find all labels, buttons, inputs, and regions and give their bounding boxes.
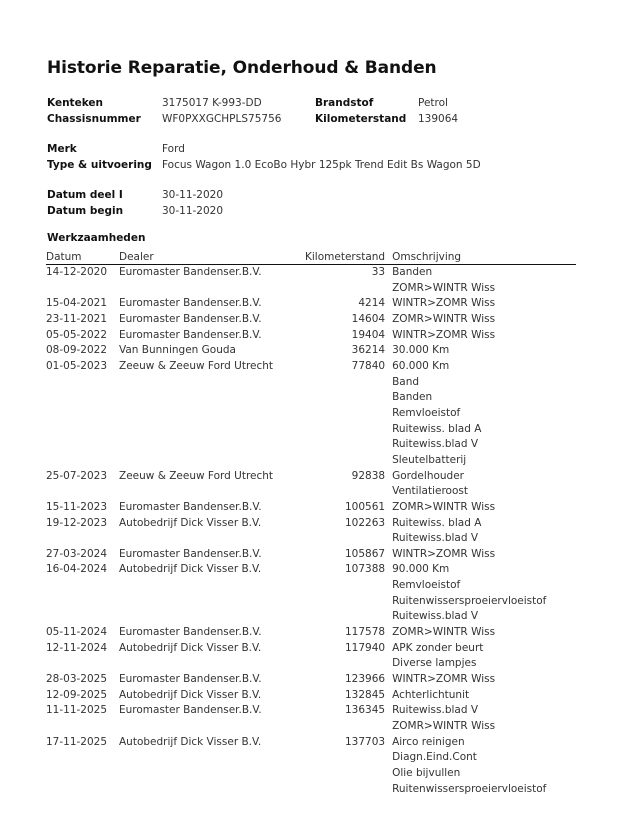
row-dealer: Autobedrijf Dick Visser B.V. [119, 563, 262, 576]
table-row [46, 703, 576, 719]
row-dealer-empty [119, 578, 305, 594]
row-dealer-empty [119, 594, 305, 610]
row-dealer-empty [119, 453, 305, 469]
row-date-empty [46, 453, 119, 469]
row-km-empty [305, 719, 392, 735]
row-km-empty [305, 594, 392, 610]
row-description: Ruitewiss.blad V [392, 610, 479, 623]
row-kilometerstand: 117940 [344, 641, 386, 654]
row-dealer: Euromaster Bandenser.B.V. [119, 297, 262, 310]
row-dealer-empty [119, 766, 305, 782]
table-row [46, 265, 576, 281]
row-dealer: Euromaster Bandenser.B.V. [119, 626, 262, 639]
row-description: Ruitewiss. blad A [392, 422, 482, 435]
row-dealer-empty [119, 719, 305, 735]
row-kilometerstand: 77840 [351, 359, 386, 372]
row-description: Band [392, 375, 420, 388]
row-description: Ruitewiss.blad V [392, 532, 479, 545]
row-km-empty [305, 484, 392, 500]
row-description: 30.000 Km [392, 344, 450, 357]
row-dealer: Euromaster Bandenser.B.V. [119, 312, 262, 325]
column-header-date: Datum [46, 248, 119, 265]
row-description: WINTR>ZOMR Wiss [392, 297, 496, 310]
row-description: ZOMR>WINTR Wiss [392, 281, 496, 294]
row-dealer: Euromaster Bandenser.B.V. [119, 673, 262, 686]
table-row-continuation [46, 281, 576, 297]
row-description: ZOMR>WINTR Wiss [392, 312, 496, 325]
row-dealer-empty [119, 656, 305, 672]
row-kilometerstand: 92838 [351, 469, 386, 482]
row-kilometerstand: 4214 [358, 297, 386, 310]
row-date-empty [46, 578, 119, 594]
row-description: Diagn.Eind.Cont [392, 751, 477, 764]
chassis-value: WF0PXXGCHPLS75756 [162, 113, 282, 125]
table-row-continuation [46, 719, 576, 735]
table-row [46, 547, 576, 563]
row-date-empty [46, 594, 119, 610]
row-km-empty [305, 437, 392, 453]
row-date: 12-09-2025 [46, 688, 108, 701]
row-kilometerstand: 33 [371, 266, 386, 278]
table-row-continuation [46, 531, 576, 547]
table-row [46, 312, 576, 328]
page-title: Historie Reparatie, Onderhoud & Banden [47, 58, 437, 78]
row-kilometerstand: 117578 [344, 626, 386, 639]
row-date: 27-03-2024 [46, 547, 108, 560]
table-row [46, 625, 576, 641]
table-row [46, 359, 576, 375]
table-row-continuation [46, 578, 576, 594]
row-description: Sleutelbatterij [392, 453, 467, 466]
row-description: Gordelhouder [392, 469, 464, 482]
row-date-empty [46, 390, 119, 406]
row-dealer: Autobedrijf Dick Visser B.V. [119, 735, 262, 748]
row-dealer: Euromaster Bandenser.B.V. [119, 500, 262, 513]
row-date: 16-04-2024 [46, 563, 108, 576]
row-dealer-empty [119, 782, 305, 798]
chassis-label: Chassisnummer [47, 113, 141, 125]
row-description: 60.000 Km [392, 359, 450, 372]
table-row-continuation [46, 406, 576, 422]
row-dealer: Euromaster Bandenser.B.V. [119, 328, 262, 341]
row-description: Ruitenwissersproeiervloeistof [392, 594, 547, 607]
table-row-continuation [46, 437, 576, 453]
table-row-continuation [46, 594, 576, 610]
row-kilometerstand: 107388 [344, 563, 386, 576]
column-header-km: Kilometerstand [305, 248, 392, 265]
table-row-continuation [46, 782, 576, 798]
row-dealer: Autobedrijf Dick Visser B.V. [119, 641, 262, 654]
row-description: Ruitenwissersproeiervloeistof [392, 782, 547, 795]
row-description: Banden [392, 391, 433, 404]
kilometerstand-value: 139064 [418, 113, 459, 125]
row-dealer: Euromaster Bandenser.B.V. [119, 704, 262, 717]
row-date: 25-07-2023 [46, 469, 108, 482]
row-km-empty [305, 656, 392, 672]
row-km-empty [305, 578, 392, 594]
table-row [46, 641, 576, 657]
row-date: 14-12-2020 [46, 266, 108, 278]
row-kilometerstand: 100561 [344, 500, 386, 513]
table-row [46, 516, 576, 532]
table-row [46, 343, 576, 359]
row-dealer-empty [119, 609, 305, 625]
row-date-empty [46, 406, 119, 422]
row-dealer: Autobedrijf Dick Visser B.V. [119, 516, 262, 529]
table-row-continuation [46, 766, 576, 782]
row-date: 19-12-2023 [46, 516, 108, 529]
column-header-description: Omschrijving [392, 248, 576, 265]
row-date-empty [46, 719, 119, 735]
row-date-empty [46, 782, 119, 798]
row-dealer-empty [119, 390, 305, 406]
row-date: 05-05-2022 [46, 328, 108, 341]
row-date: 12-11-2024 [46, 641, 108, 654]
table-row [46, 688, 576, 704]
row-dealer-empty [119, 437, 305, 453]
row-km-empty [305, 375, 392, 391]
row-date-empty [46, 437, 119, 453]
table-row [46, 469, 576, 485]
row-description: WINTR>ZOMR Wiss [392, 328, 496, 341]
row-description: Banden [392, 266, 433, 278]
table-row-continuation [46, 453, 576, 469]
row-description: WINTR>ZOMR Wiss [392, 547, 496, 560]
row-km-empty [305, 406, 392, 422]
row-dealer-empty [119, 750, 305, 766]
row-date-empty [46, 750, 119, 766]
row-description: APK zonder beurt [392, 641, 484, 654]
section-title: Werkzaamheden [47, 232, 146, 244]
table-row-continuation [46, 390, 576, 406]
row-kilometerstand: 123966 [344, 673, 386, 686]
row-km-empty [305, 422, 392, 438]
row-kilometerstand: 19404 [351, 328, 386, 341]
row-description: ZOMR>WINTR Wiss [392, 500, 496, 513]
brandstof-label: Brandstof [315, 97, 374, 109]
row-date: 11-11-2025 [46, 704, 108, 717]
table-row-continuation [46, 422, 576, 438]
row-description: Airco reinigen [392, 735, 465, 748]
row-description: Achterlichtunit [392, 688, 470, 701]
row-date: 28-03-2025 [46, 673, 108, 686]
row-description: Olie bijvullen [392, 767, 461, 779]
row-dealer-empty [119, 422, 305, 438]
row-dealer: Euromaster Bandenser.B.V. [119, 547, 262, 560]
row-kilometerstand: 105867 [344, 547, 386, 560]
row-description: Ruitewiss. blad A [392, 516, 482, 529]
table-row-continuation [46, 484, 576, 500]
datum-deel-value: 30-11-2020 [162, 189, 224, 201]
table-row [46, 296, 576, 312]
row-dealer: Autobedrijf Dick Visser B.V. [119, 688, 262, 701]
table-row [46, 672, 576, 688]
row-kilometerstand: 102263 [344, 516, 386, 529]
type-label: Type & uitvoering [47, 159, 152, 171]
kenteken-value: 3175017 K-993-DD [162, 97, 262, 109]
row-kilometerstand: 36214 [351, 344, 386, 357]
row-kilometerstand: 136345 [344, 704, 386, 717]
row-description: ZOMR>WINTR Wiss [392, 626, 496, 639]
table-row [46, 562, 576, 578]
row-dealer: Zeeuw & Zeeuw Ford Utrecht [119, 359, 274, 372]
work-table [46, 248, 576, 797]
row-km-empty [305, 531, 392, 547]
table-row-continuation [46, 375, 576, 391]
row-kilometerstand: 132845 [344, 688, 386, 701]
row-km-empty [305, 281, 392, 297]
row-date: 08-09-2022 [46, 344, 108, 357]
row-dealer-empty [119, 531, 305, 547]
row-dealer-empty [119, 406, 305, 422]
row-date-empty [46, 531, 119, 547]
table-row-continuation [46, 750, 576, 766]
table-row [46, 328, 576, 344]
row-km-empty [305, 609, 392, 625]
row-description: Remvloeistof [392, 406, 461, 419]
table-row [46, 735, 576, 751]
row-date-empty [46, 281, 119, 297]
brandstof-value: Petrol [418, 97, 448, 109]
row-date-empty [46, 766, 119, 782]
kenteken-label: Kenteken [47, 97, 103, 109]
row-dealer: Zeeuw & Zeeuw Ford Utrecht [119, 469, 274, 482]
row-date: 15-04-2021 [46, 297, 108, 310]
table-header-row [46, 248, 576, 265]
row-date-empty [46, 375, 119, 391]
row-date-empty [46, 609, 119, 625]
kilometerstand-label: Kilometerstand [315, 113, 407, 125]
datum-begin-label: Datum begin [47, 205, 124, 217]
row-description: Ventilatieroost [392, 485, 468, 498]
row-description: Remvloeistof [392, 579, 461, 592]
row-date: 15-11-2023 [46, 500, 108, 513]
row-dealer-empty [119, 484, 305, 500]
row-description: Ruitewiss.blad V [392, 704, 479, 717]
row-dealer: Euromaster Bandenser.B.V. [119, 266, 262, 278]
row-km-empty [305, 782, 392, 798]
row-kilometerstand: 14604 [351, 312, 386, 325]
row-date-empty [46, 656, 119, 672]
merk-value: Ford [162, 143, 185, 155]
row-date: 23-11-2021 [46, 312, 108, 325]
row-date: 17-11-2025 [46, 735, 108, 748]
row-description: Ruitewiss.blad V [392, 438, 479, 451]
type-value: Focus Wagon 1.0 EcoBo Hybr 125pk Trend Edit Bs Wagon 5D [162, 159, 481, 171]
row-description: WINTR>ZOMR Wiss [392, 673, 496, 686]
row-km-empty [305, 766, 392, 782]
row-dealer-empty [119, 375, 305, 391]
row-km-empty [305, 453, 392, 469]
table-row-continuation [46, 656, 576, 672]
row-date-empty [46, 484, 119, 500]
row-kilometerstand: 137703 [344, 735, 386, 748]
datum-deel-label: Datum deel I [47, 189, 123, 201]
row-description: Diverse lampjes [392, 657, 477, 670]
row-dealer: Van Bunningen Gouda [119, 344, 236, 357]
row-date-empty [46, 422, 119, 438]
datum-begin-value: 30-11-2020 [162, 205, 224, 217]
row-km-empty [305, 390, 392, 406]
row-date: 01-05-2023 [46, 359, 108, 372]
row-dealer-empty [119, 281, 305, 297]
row-date: 05-11-2024 [46, 626, 108, 639]
column-header-dealer: Dealer [119, 248, 305, 265]
table-row [46, 500, 576, 516]
row-description: ZOMR>WINTR Wiss [392, 720, 496, 733]
merk-label: Merk [47, 143, 77, 155]
table-row-continuation [46, 609, 576, 625]
row-km-empty [305, 750, 392, 766]
row-description: 90.000 Km [392, 563, 450, 576]
